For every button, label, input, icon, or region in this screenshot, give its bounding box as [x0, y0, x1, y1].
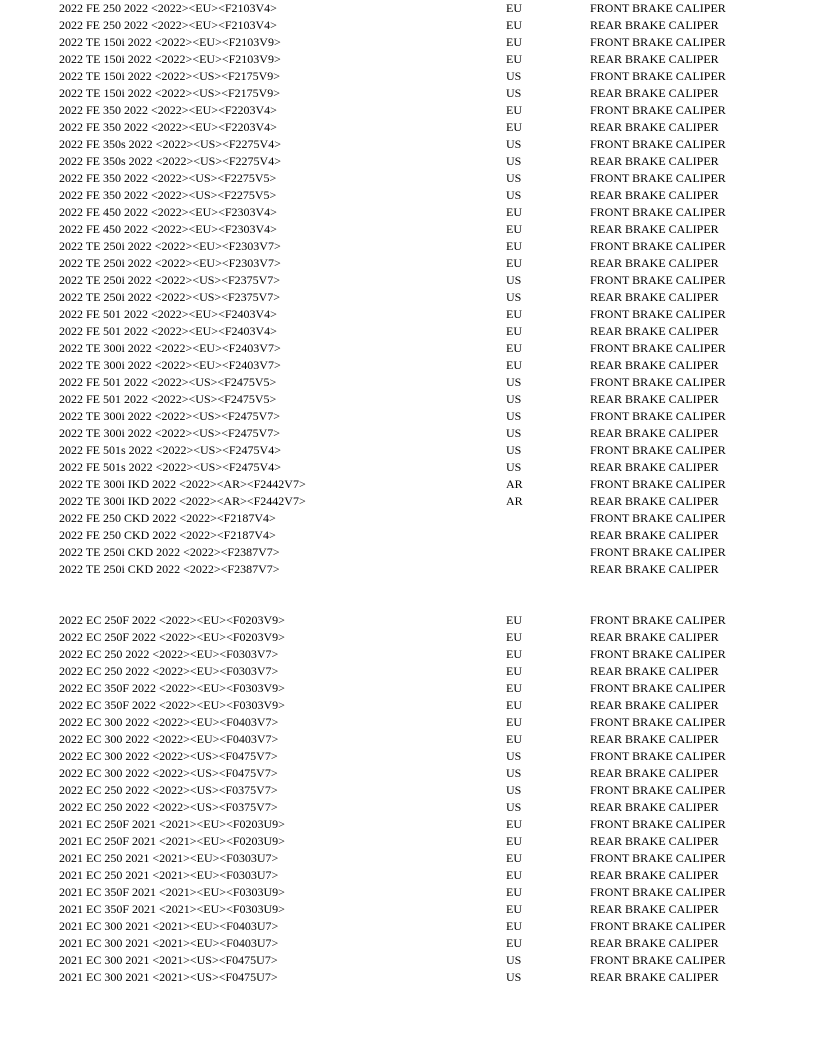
region-cell: EU — [506, 732, 522, 746]
model-cell: 2022 EC 250 2022 <2022><EU><F0303V7> — [59, 664, 279, 678]
part-cell: FRONT BRAKE CALIPER — [590, 511, 726, 525]
region-cell: US — [506, 953, 522, 967]
model-cell: 2022 TE 150i 2022 <2022><US><F2175V9> — [59, 86, 281, 100]
region-cell: EU — [506, 936, 522, 950]
part-cell: FRONT BRAKE CALIPER — [590, 375, 726, 389]
region-cell: EU — [506, 358, 522, 372]
model-cell: 2022 FE 350 2022 <2022><US><F2275V5> — [59, 188, 277, 202]
model-cell: 2022 TE 300i IKD 2022 <2022><AR><F2442V7> — [59, 494, 306, 508]
region-cell: US — [506, 171, 522, 185]
part-cell: FRONT BRAKE CALIPER — [590, 885, 726, 899]
part-cell: FRONT BRAKE CALIPER — [590, 239, 726, 253]
region-cell: US — [506, 443, 522, 457]
part-cell: FRONT BRAKE CALIPER — [590, 69, 726, 83]
section-spacer — [0, 578, 818, 612]
region-cell: EU — [506, 52, 522, 66]
region-cell: US — [506, 154, 522, 168]
region-cell: EU — [506, 324, 522, 338]
table-row — [0, 0, 818, 17]
model-cell: 2022 TE 300i 2022 <2022><US><F2475V7> — [59, 409, 281, 423]
table-row — [0, 425, 818, 442]
model-cell: 2022 EC 350F 2022 <2022><EU><F0303V9> — [59, 681, 285, 695]
model-cell: 2022 FE 250 2022 <2022><EU><F2103V4> — [59, 1, 277, 15]
part-cell: FRONT BRAKE CALIPER — [590, 35, 726, 49]
region-cell: EU — [506, 681, 522, 695]
table-row — [0, 51, 818, 68]
table-row — [0, 459, 818, 476]
table-row — [0, 357, 818, 374]
table-row — [0, 918, 818, 935]
table-row — [0, 612, 818, 629]
part-cell: REAR BRAKE CALIPER — [590, 18, 719, 32]
model-cell: 2022 TE 250i CKD 2022 <2022><F2387V7> — [59, 562, 280, 576]
model-cell: 2022 EC 250 2022 <2022><US><F0375V7> — [59, 783, 278, 797]
region-cell: EU — [506, 256, 522, 270]
table-row — [0, 272, 818, 289]
table-row — [0, 697, 818, 714]
region-cell: EU — [506, 647, 522, 661]
part-cell: REAR BRAKE CALIPER — [590, 256, 719, 270]
table-row — [0, 816, 818, 833]
region-cell: US — [506, 426, 522, 440]
part-cell: FRONT BRAKE CALIPER — [590, 137, 726, 151]
part-cell: REAR BRAKE CALIPER — [590, 358, 719, 372]
table-row — [0, 714, 818, 731]
model-cell: 2022 EC 250F 2022 <2022><EU><F0203V9> — [59, 613, 285, 627]
table-row — [0, 187, 818, 204]
model-cell: 2021 EC 300 2021 <2021><US><F0475U7> — [59, 970, 278, 984]
part-cell: FRONT BRAKE CALIPER — [590, 409, 726, 423]
table-row — [0, 136, 818, 153]
table-row — [0, 561, 818, 578]
region-cell: EU — [506, 817, 522, 831]
table-row — [0, 221, 818, 238]
table-section — [0, 612, 818, 986]
region-cell: US — [506, 273, 522, 287]
table-row — [0, 850, 818, 867]
model-cell: 2022 FE 501 2022 <2022><US><F2475V5> — [59, 392, 277, 406]
model-cell: 2022 TE 150i 2022 <2022><EU><F2103V9> — [59, 52, 281, 66]
region-cell: US — [506, 86, 522, 100]
region-cell: US — [506, 409, 522, 423]
part-cell: FRONT BRAKE CALIPER — [590, 613, 726, 627]
region-cell: AR — [506, 494, 523, 508]
table-row — [0, 34, 818, 51]
region-cell: EU — [506, 120, 522, 134]
part-cell: REAR BRAKE CALIPER — [590, 902, 719, 916]
table-row — [0, 442, 818, 459]
part-cell: REAR BRAKE CALIPER — [590, 460, 719, 474]
part-cell: FRONT BRAKE CALIPER — [590, 273, 726, 287]
table-row — [0, 374, 818, 391]
part-cell: FRONT BRAKE CALIPER — [590, 171, 726, 185]
part-cell: REAR BRAKE CALIPER — [590, 630, 719, 644]
model-cell: 2022 FE 250 2022 <2022><EU><F2103V4> — [59, 18, 277, 32]
table-row — [0, 527, 818, 544]
part-cell: FRONT BRAKE CALIPER — [590, 851, 726, 865]
model-cell: 2022 TE 250i 2022 <2022><US><F2375V7> — [59, 273, 281, 287]
part-cell: REAR BRAKE CALIPER — [590, 52, 719, 66]
part-cell: REAR BRAKE CALIPER — [590, 222, 719, 236]
table-row — [0, 901, 818, 918]
model-cell: 2022 TE 150i 2022 <2022><EU><F2103V9> — [59, 35, 281, 49]
part-cell: REAR BRAKE CALIPER — [590, 732, 719, 746]
part-cell: FRONT BRAKE CALIPER — [590, 783, 726, 797]
model-cell: 2022 TE 250i CKD 2022 <2022><F2387V7> — [59, 545, 280, 559]
region-cell: US — [506, 392, 522, 406]
region-cell: EU — [506, 851, 522, 865]
table-row — [0, 544, 818, 561]
part-cell: FRONT BRAKE CALIPER — [590, 341, 726, 355]
table-row — [0, 748, 818, 765]
table-row — [0, 884, 818, 901]
part-cell: FRONT BRAKE CALIPER — [590, 749, 726, 763]
table-row — [0, 782, 818, 799]
model-cell: 2022 TE 300i IKD 2022 <2022><AR><F2442V7> — [59, 477, 306, 491]
region-cell: EU — [506, 205, 522, 219]
model-cell: 2021 EC 300 2021 <2021><US><F0475U7> — [59, 953, 278, 967]
model-cell: 2022 FE 250 CKD 2022 <2022><F2187V4> — [59, 528, 276, 542]
table-row — [0, 68, 818, 85]
part-cell: FRONT BRAKE CALIPER — [590, 715, 726, 729]
part-cell: REAR BRAKE CALIPER — [590, 766, 719, 780]
region-cell: EU — [506, 919, 522, 933]
region-cell: EU — [506, 222, 522, 236]
region-cell: EU — [506, 698, 522, 712]
table-row — [0, 340, 818, 357]
region-cell: US — [506, 766, 522, 780]
region-cell: EU — [506, 902, 522, 916]
model-cell: 2022 FE 501 2022 <2022><EU><F2403V4> — [59, 307, 277, 321]
part-cell: FRONT BRAKE CALIPER — [590, 919, 726, 933]
table-row — [0, 867, 818, 884]
region-cell: EU — [506, 715, 522, 729]
table-row — [0, 663, 818, 680]
model-cell: 2022 EC 300 2022 <2022><EU><F0403V7> — [59, 732, 279, 746]
part-cell: FRONT BRAKE CALIPER — [590, 817, 726, 831]
region-cell: US — [506, 783, 522, 797]
model-cell: 2022 FE 350 2022 <2022><EU><F2203V4> — [59, 103, 277, 117]
part-cell: FRONT BRAKE CALIPER — [590, 205, 726, 219]
table-row — [0, 238, 818, 255]
model-cell: 2022 EC 300 2022 <2022><US><F0475V7> — [59, 749, 278, 763]
part-cell: REAR BRAKE CALIPER — [590, 392, 719, 406]
model-cell: 2022 TE 250i 2022 <2022><US><F2375V7> — [59, 290, 281, 304]
table-row — [0, 204, 818, 221]
model-cell: 2022 FE 450 2022 <2022><EU><F2303V4> — [59, 205, 277, 219]
part-cell: REAR BRAKE CALIPER — [590, 698, 719, 712]
table-row — [0, 255, 818, 272]
model-cell: 2021 EC 250F 2021 <2021><EU><F0203U9> — [59, 834, 285, 848]
region-cell: EU — [506, 341, 522, 355]
part-cell: REAR BRAKE CALIPER — [590, 494, 719, 508]
table-row — [0, 493, 818, 510]
part-cell: REAR BRAKE CALIPER — [590, 86, 719, 100]
model-cell: 2022 FE 501 2022 <2022><EU><F2403V4> — [59, 324, 277, 338]
model-cell: 2022 EC 250 2022 <2022><EU><F0303V7> — [59, 647, 279, 661]
part-cell: FRONT BRAKE CALIPER — [590, 953, 726, 967]
model-cell: 2021 EC 300 2021 <2021><EU><F0403U7> — [59, 919, 279, 933]
table-row — [0, 391, 818, 408]
model-cell: 2022 EC 300 2022 <2022><EU><F0403V7> — [59, 715, 279, 729]
region-cell: US — [506, 188, 522, 202]
region-cell: US — [506, 970, 522, 984]
region-cell: EU — [506, 1, 522, 15]
table-row — [0, 765, 818, 782]
part-cell: REAR BRAKE CALIPER — [590, 528, 719, 542]
table-row — [0, 85, 818, 102]
table-row — [0, 935, 818, 952]
part-cell: FRONT BRAKE CALIPER — [590, 477, 726, 491]
model-cell: 2022 TE 300i 2022 <2022><US><F2475V7> — [59, 426, 281, 440]
part-cell: REAR BRAKE CALIPER — [590, 834, 719, 848]
region-cell: AR — [506, 477, 523, 491]
model-cell: 2022 FE 450 2022 <2022><EU><F2303V4> — [59, 222, 277, 236]
region-cell: EU — [506, 18, 522, 32]
region-cell: US — [506, 290, 522, 304]
region-cell: EU — [506, 613, 522, 627]
model-cell: 2022 TE 250i 2022 <2022><EU><F2303V7> — [59, 239, 281, 253]
model-cell: 2022 FE 501s 2022 <2022><US><F2475V4> — [59, 460, 281, 474]
model-cell: 2022 FE 501 2022 <2022><US><F2475V5> — [59, 375, 277, 389]
region-cell: US — [506, 137, 522, 151]
model-cell: 2022 FE 250 CKD 2022 <2022><F2187V4> — [59, 511, 276, 525]
table-row — [0, 476, 818, 493]
table-row — [0, 833, 818, 850]
model-cell: 2022 TE 150i 2022 <2022><US><F2175V9> — [59, 69, 281, 83]
model-cell: 2021 EC 250F 2021 <2021><EU><F0203U9> — [59, 817, 285, 831]
region-cell: US — [506, 460, 522, 474]
region-cell: US — [506, 375, 522, 389]
region-cell: EU — [506, 239, 522, 253]
part-cell: FRONT BRAKE CALIPER — [590, 443, 726, 457]
model-cell: 2022 EC 250F 2022 <2022><EU><F0203V9> — [59, 630, 285, 644]
part-cell: FRONT BRAKE CALIPER — [590, 681, 726, 695]
part-cell: FRONT BRAKE CALIPER — [590, 647, 726, 661]
part-cell: REAR BRAKE CALIPER — [590, 426, 719, 440]
model-cell: 2022 FE 350s 2022 <2022><US><F2275V4> — [59, 137, 281, 151]
model-cell: 2021 EC 250 2021 <2021><EU><F0303U7> — [59, 851, 279, 865]
model-cell: 2022 FE 350 2022 <2022><EU><F2203V4> — [59, 120, 277, 134]
table-row — [0, 323, 818, 340]
region-cell: EU — [506, 630, 522, 644]
table-row — [0, 306, 818, 323]
table-row — [0, 170, 818, 187]
model-cell: 2022 EC 250 2022 <2022><US><F0375V7> — [59, 800, 278, 814]
model-cell: 2021 EC 350F 2021 <2021><EU><F0303U9> — [59, 902, 285, 916]
model-cell: 2022 TE 300i 2022 <2022><EU><F2403V7> — [59, 341, 281, 355]
model-cell: 2022 TE 300i 2022 <2022><EU><F2403V7> — [59, 358, 281, 372]
table-row — [0, 952, 818, 969]
part-cell: REAR BRAKE CALIPER — [590, 324, 719, 338]
region-cell: EU — [506, 664, 522, 678]
region-cell: EU — [506, 103, 522, 117]
table-row — [0, 408, 818, 425]
table-row — [0, 969, 818, 986]
region-cell: EU — [506, 307, 522, 321]
part-cell: REAR BRAKE CALIPER — [590, 154, 719, 168]
part-cell: REAR BRAKE CALIPER — [590, 562, 719, 576]
part-cell: FRONT BRAKE CALIPER — [590, 103, 726, 117]
table-row — [0, 646, 818, 663]
model-cell: 2022 FE 350s 2022 <2022><US><F2275V4> — [59, 154, 281, 168]
part-cell: FRONT BRAKE CALIPER — [590, 307, 726, 321]
part-cell: REAR BRAKE CALIPER — [590, 970, 719, 984]
table-row — [0, 799, 818, 816]
table-row — [0, 119, 818, 136]
part-cell: REAR BRAKE CALIPER — [590, 868, 719, 882]
region-cell: US — [506, 800, 522, 814]
model-cell: 2022 TE 250i 2022 <2022><EU><F2303V7> — [59, 256, 281, 270]
model-cell: 2022 EC 350F 2022 <2022><EU><F0303V9> — [59, 698, 285, 712]
region-cell: US — [506, 749, 522, 763]
model-cell: 2021 EC 350F 2021 <2021><EU><F0303U9> — [59, 885, 285, 899]
table-row — [0, 17, 818, 34]
part-cell: REAR BRAKE CALIPER — [590, 936, 719, 950]
region-cell: EU — [506, 885, 522, 899]
part-cell: REAR BRAKE CALIPER — [590, 290, 719, 304]
table-row — [0, 731, 818, 748]
part-cell: FRONT BRAKE CALIPER — [590, 545, 726, 559]
model-cell: 2021 EC 300 2021 <2021><EU><F0403U7> — [59, 936, 279, 950]
table-row — [0, 629, 818, 646]
part-cell: FRONT BRAKE CALIPER — [590, 1, 726, 15]
model-cell: 2022 FE 350 2022 <2022><US><F2275V5> — [59, 171, 277, 185]
part-cell: REAR BRAKE CALIPER — [590, 188, 719, 202]
table-row — [0, 289, 818, 306]
region-cell: EU — [506, 834, 522, 848]
table-row — [0, 102, 818, 119]
model-cell: 2021 EC 250 2021 <2021><EU><F0303U7> — [59, 868, 279, 882]
part-cell: REAR BRAKE CALIPER — [590, 664, 719, 678]
region-cell: EU — [506, 868, 522, 882]
table-row — [0, 153, 818, 170]
model-cell: 2022 FE 501s 2022 <2022><US><F2475V4> — [59, 443, 281, 457]
table-row — [0, 510, 818, 527]
table-row — [0, 680, 818, 697]
model-cell: 2022 EC 300 2022 <2022><US><F0475V7> — [59, 766, 278, 780]
region-cell: US — [506, 69, 522, 83]
part-cell: REAR BRAKE CALIPER — [590, 800, 719, 814]
part-cell: REAR BRAKE CALIPER — [590, 120, 719, 134]
region-cell: EU — [506, 35, 522, 49]
